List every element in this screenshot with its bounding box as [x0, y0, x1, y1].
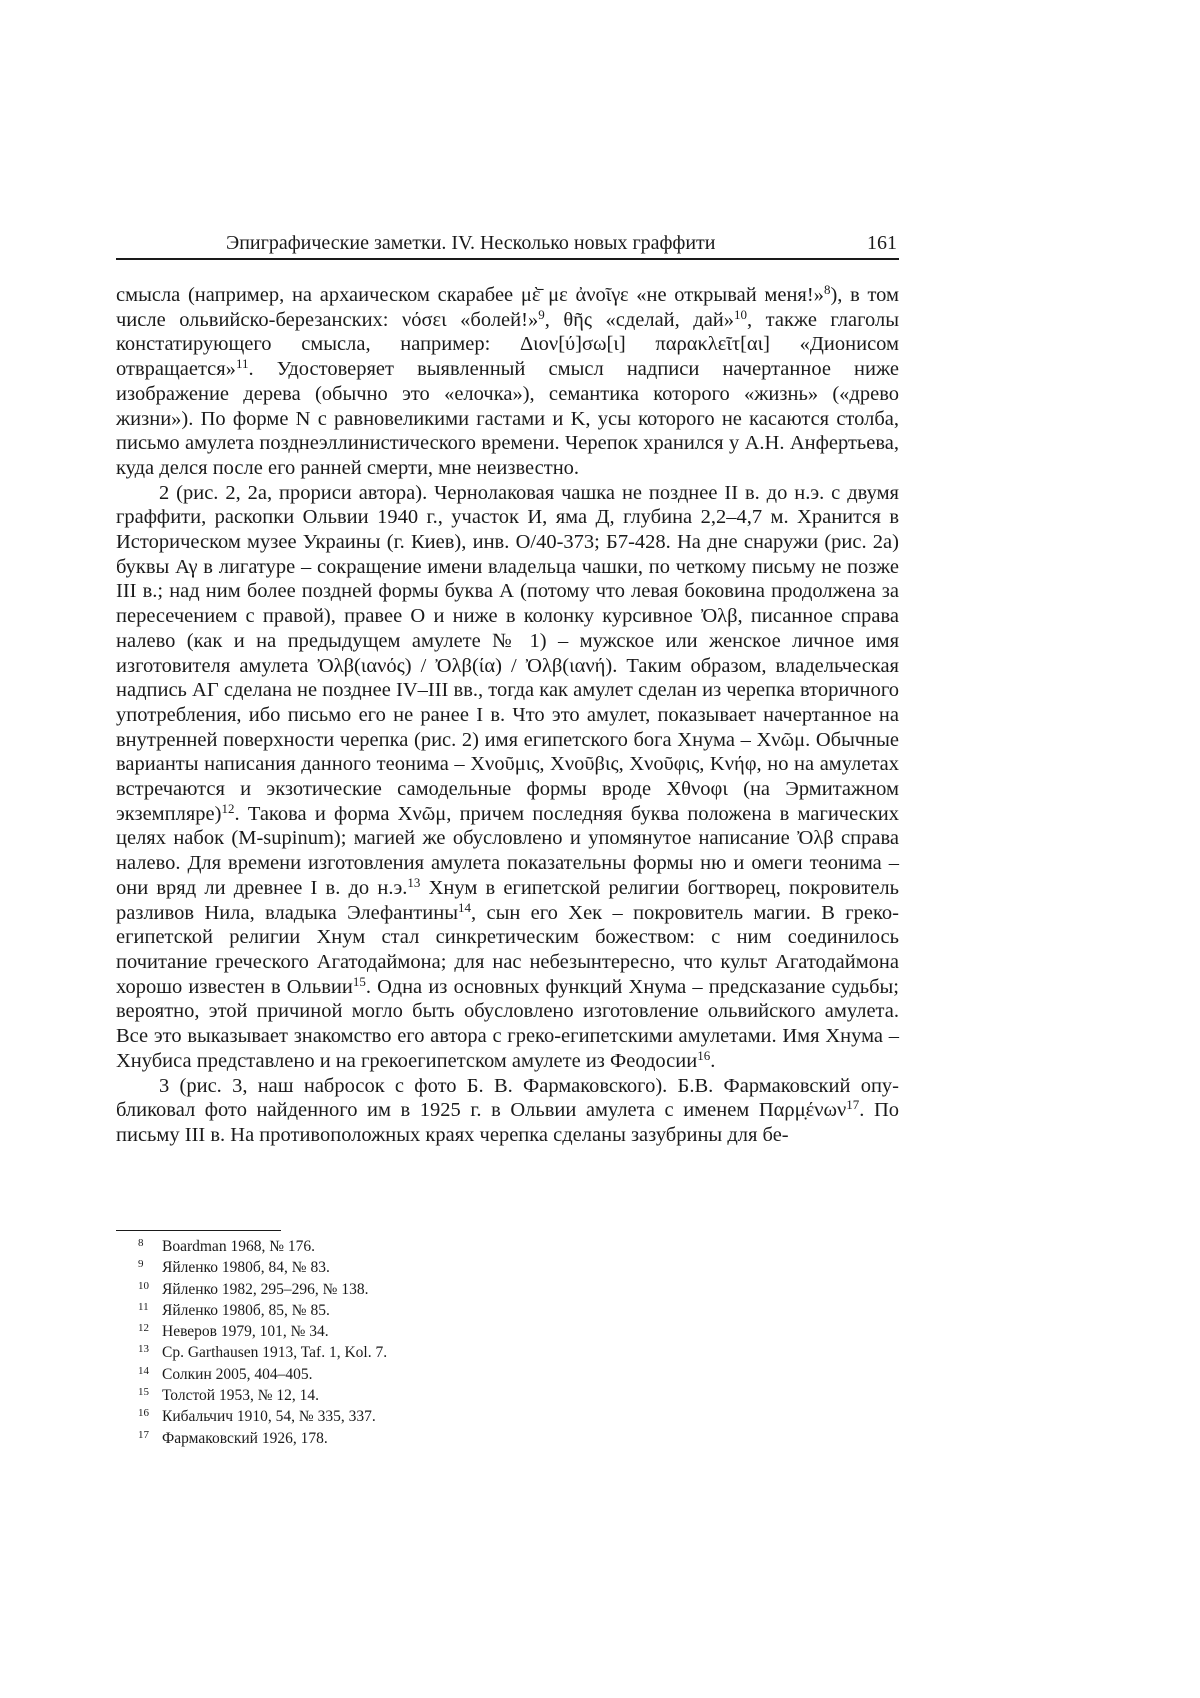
footnote — [138, 1342, 838, 1363]
footnote — [138, 1279, 838, 1300]
footnote — [138, 1236, 838, 1257]
text-run: . Такова и форма Χνῶμ, причем последняя буква положена в магических целях набок (M-supinum); магией же обусловлено и упомянутое написание Ὀλβ справа налево. Для времени изготовления амулета показательны формы ню и омеги теонима – они вряд ли древнее I в. до н.э. — [116, 802, 899, 899]
footnote-text: Неверов 1979, 101, № 34. — [162, 1323, 329, 1341]
footnote-text: Яйленко 1980б, 85, № 85. — [162, 1301, 330, 1319]
footnote-text: Фармаковский 1926, 178. — [162, 1429, 328, 1447]
footnote-text: Кибальчич 1910, 54, № 335, 337. — [162, 1408, 376, 1426]
footnote — [138, 1428, 838, 1449]
footnote — [138, 1364, 838, 1385]
paragraph-1 — [116, 283, 899, 481]
footnote-number: 16 — [138, 1407, 149, 1420]
footnote — [138, 1321, 838, 1342]
footnote — [138, 1300, 838, 1321]
footnotes — [138, 1236, 838, 1449]
text-run: . Удостоверяет выявленный смысл надписи начертанное ниже изображение дерева (обычно это «елочка»), семантика которого «жизнь» («древо жизни»). По форме N с равновеликими гастами и K, усы которого не касаются столба, письмо амулета позднеэллинистического времени. Черепок хранился у А.Н. Анфертьева, куда делся после его ранней смерти, мне неизвестно. — [116, 358, 899, 479]
paragraph-2 — [116, 481, 899, 1074]
text-run: 2 (рис. 2, 2а, прориси автора). Чернолаковая чашка не позднее II в. до н.э. с двумя граффити, раскопки Ольвии 1940 г., участок И, яма Д, глубина 2,2–4,7 м. Хранится в Историческом музее Украины (г. Киев), инв. О/40-373; Б7-428. На дне снаружи (рис. 2а) буквы Αγ в лигатуре – сокращение имени владельца чашки, по четкому письму не позже III в.; над ним более поздней формы буква А (потому что левая боковина продолжена за пересечением с правой), правее О и ниже в колонку курсивное Ὀλβ, писанное справа налево (как и на предыдущем амулете № 1) – мужское или женское личное имя изготовителя амулета Ὀλβ(ιανός) / Ὀλβ(ία) / Ὀλβ(ιανή). Таким образом, владельческая надпись АГ сделана не позднее IV–III вв., тогда как амулет сделан из черепка вторичного употребления, ибо письмо его не ранее I в. Что это амулет, показывает начертанное на внутренней поверхности черепка (рис. 2) имя египетского бога Хнума – Χνῶμ. Обычные варианты написания данного теонима – Χνοῦμις, Χνοῦβις, Χνοῦφις, Κνήφ, но на амулетах встречаются и экзотические самодельные формы вроде Χθνοφι (на Эрмитажном экземпляре) — [116, 481, 899, 825]
footnote-ref: 10 — [734, 306, 748, 322]
text-run: , θῆς «сделай, дай» — [544, 308, 735, 331]
footnote-text: Яйленко 1982, 295–296, № 138. — [162, 1280, 369, 1298]
footnote-ref: 14 — [457, 899, 471, 915]
text-run: . По письму III в. На противоположных краях черепка сделаны зазубрины для бе- — [116, 1099, 899, 1146]
footnote-ref: 9 — [538, 306, 545, 322]
footnote-ref: 16 — [697, 1047, 711, 1063]
paragraph-3 — [116, 1074, 899, 1148]
footnote — [138, 1257, 838, 1278]
text-run: Хнум в египетской религии богтворец, покровитель разливов Нила, владыка Элефантины — [116, 876, 899, 924]
text-run: . Одна из основных функций Хнума – предсказание судьбы; вероятно, этой причиной могло быть обусловлено изготовление ольвийского амулета. Все это выказывает знакомство его автора с греко-египетскими амулетами. Имя Хнума – Хнубиса представлено и на грекоегипетском амулете из Феодосии — [116, 975, 900, 1072]
footnote-number: 8 — [138, 1237, 144, 1249]
footnote-text: Яйленко 1980б, 84, № 83. — [162, 1259, 330, 1277]
footnote — [138, 1385, 838, 1406]
footnote-ref: 17 — [846, 1097, 860, 1113]
footnote-ref: 8 — [823, 282, 831, 297]
footnote-text: Boardman 1968, № 176. — [162, 1238, 315, 1255]
footnote-ref: 11 — [235, 356, 249, 372]
footnote-number: 12 — [138, 1322, 149, 1335]
body-text — [116, 283, 899, 1148]
running-title: Эпиграфические заметки. IV. Несколько новых граффити — [226, 232, 716, 254]
footnote-ref: 12 — [221, 800, 235, 816]
text-run: , сын его Хек – покровитель магии. В греко-египетской религии Хнум стал синкретическим божеством: с ним соединилось почитание греческого Агатодаймона; для нас небезынтересно, что культ Агатодаймона хорошо известен в Ольвии — [116, 901, 899, 998]
text-run: 3 (рис. 3, наш набросок с фото Б. В. Фармаковского). Б.В. Фармаковский опубликовал фото найденного им в 1925 г. в Ольвии амулета с именем Παρμ̣ένων — [116, 1074, 899, 1122]
footnote-number: 14 — [138, 1364, 149, 1377]
footnote-number: 13 — [138, 1343, 149, 1356]
footnote-separator — [116, 1230, 281, 1231]
footnote — [138, 1406, 838, 1427]
footnote-number: 10 — [138, 1279, 149, 1292]
footnote-ref: 15 — [352, 973, 366, 989]
text-run: , также глаголы констатирующего смысла, например: Διον[ύ]σω[ι] παρακλεῖτ[αι] «Дионисом отвращается» — [116, 308, 899, 381]
footnote-ref: 13 — [407, 874, 421, 890]
footnote-text: Толстой 1953, № 12, 14. — [162, 1387, 319, 1405]
footnote-number: 11 — [138, 1300, 149, 1313]
footnote-number: 17 — [138, 1428, 149, 1441]
footnote-text: Солкин 2005, 404–405. — [162, 1365, 313, 1383]
running-header — [116, 228, 899, 260]
footnote-number: 15 — [138, 1386, 149, 1399]
footnote-text: Ср. Garthausen 1913, Taf. 1, Kol. 7. — [162, 1344, 388, 1362]
text-run: смысла (например, на архаическом скарабее μὲ̄ με ἀνοῖγε «не открывай меня!» — [116, 284, 824, 306]
text-run: . — [710, 1049, 716, 1072]
text-run: ), в том числе ольвийско-березанских: νόσει «болей!» — [116, 284, 899, 331]
page-number: 161 — [867, 232, 897, 254]
footnote-number: 9 — [138, 1258, 144, 1271]
